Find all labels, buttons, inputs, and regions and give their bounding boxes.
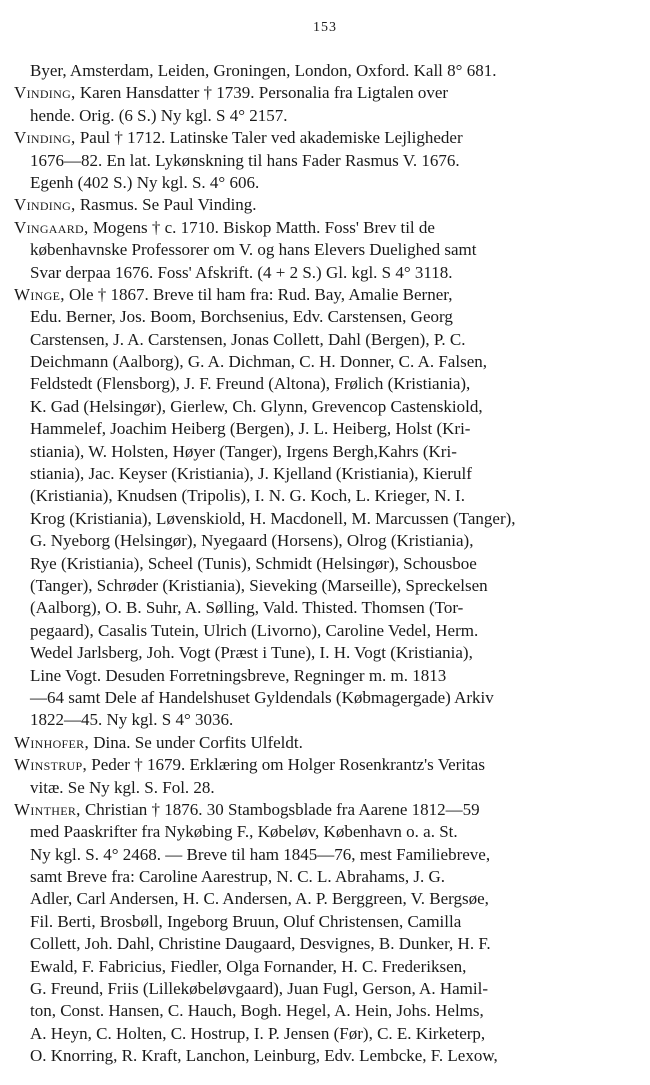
line-text: (Aalborg), O. B. Suhr, A. Sølling, Vald. Thisted. Thomsen (Tor- <box>30 598 464 618</box>
entry-name: Winstrup, <box>14 755 88 775</box>
line-text: A. Heyn, C. Holten, C. Hostrup, I. P. Jensen (Før), C. E. Kirketerp, <box>30 1023 486 1043</box>
line-text: Dina. Se under Corfits Ulfeldt. <box>89 732 303 752</box>
line-text: Wedel Jarlsberg, Joh. Vogt (Præst i Tune), I. H. Vogt (Kristiania), <box>30 643 473 663</box>
register-text <box>14 60 614 1068</box>
line-text: Line Vogt. Desuden Forretningsbreve, Regninger m. m. 1813 <box>30 665 447 685</box>
line-text: Feldstedt (Flensborg), J. F. Freund (Altona), Frølich (Kristiania), <box>30 374 471 394</box>
text-line <box>14 933 614 955</box>
text-line <box>14 665 614 687</box>
line-text: Fil. Berti, Brosbøll, Ingeborg Bruun, Oluf Christensen, Camilla <box>30 911 462 931</box>
text-line <box>14 351 614 373</box>
text-line <box>14 60 614 82</box>
text-line <box>14 1023 614 1045</box>
line-text: Egenh (402 S.) Ny kgl. S. 4° 606. <box>30 172 260 192</box>
text-line <box>14 508 614 530</box>
line-text: Ewald, F. Fabricius, Fiedler, Olga Fornander, H. C. Frederiksen, <box>30 956 467 976</box>
text-line <box>14 373 614 395</box>
entry-heading-line <box>14 82 614 104</box>
text-line <box>14 329 614 351</box>
line-text: Svar derpaa 1676. Foss' Afskrift. (4 + 2 S.) Gl. kgl. S 4° 3118. <box>30 262 453 282</box>
entry-heading-line <box>14 217 614 239</box>
line-text: Collett, Joh. Dahl, Christine Daugaard, Desvignes, B. Dunker, H. F. <box>30 934 491 954</box>
entry-heading-line <box>14 732 614 754</box>
line-text: Ole † 1867. Breve til ham fra: Rud. Bay, Amalie Berner, <box>64 284 453 304</box>
text-line <box>14 418 614 440</box>
entry-heading-line <box>14 127 614 149</box>
page-number: 153 <box>313 20 337 35</box>
text-line <box>14 709 614 731</box>
line-text: (Tanger), Schrøder (Kristiania), Sieveking (Marseille), Spreckelsen <box>30 575 488 595</box>
text-line <box>14 172 614 194</box>
text-line <box>14 978 614 1000</box>
entry-name: Vinding, <box>14 128 76 148</box>
line-text: G. Freund, Friis (Lillekøbeløvgaard), Juan Fugl, Gerson, A. Hamil- <box>30 979 488 999</box>
line-text: Ny kgl. S. 4° 2468. — Breve til ham 1845—76, mest Familiebreve, <box>30 844 491 864</box>
line-text: pegaard), Casalis Tutein, Ulrich (Livorno), Caroline Vedel, Herm. <box>30 620 479 640</box>
line-text: Mogens † c. 1710. Biskop Matth. Foss' Brev til de <box>88 217 435 237</box>
text-line <box>14 530 614 552</box>
line-text: ton, Const. Hansen, C. Hauch, Bogh. Hegel, A. Hein, Johs. Helms, <box>30 1001 484 1021</box>
entry-heading-line <box>14 194 614 216</box>
text-line <box>14 575 614 597</box>
line-text: Rye (Kristiania), Scheel (Tunis), Schmidt (Helsingør), Schousboe <box>30 553 477 573</box>
line-text: (Kristiania), Knudsen (Tripolis), I. N. G. Koch, L. Krieger, N. I. <box>30 486 465 506</box>
line-text: københavnske Professorer om V. og hans Elevers Duelighed samt <box>30 240 477 260</box>
line-text: Hammelef, Joachim Heiberg (Bergen), J. L. Heiberg, Holst (Kri- <box>30 419 471 439</box>
entry-heading-line <box>14 799 614 821</box>
entry-heading-line <box>14 754 614 776</box>
line-text: samt Breve fra: Caroline Aarestrup, N. C. L. Abrahams, J. G. <box>30 867 445 887</box>
text-line <box>14 262 614 284</box>
text-line <box>14 642 614 664</box>
line-text: G. Nyeborg (Helsingør), Nyegaard (Horsens), Olrog (Kristiania), <box>30 531 474 551</box>
line-text: O. Knorring, R. Kraft, Lanchon, Leinburg, Edv. Lembcke, F. Lexow, <box>30 1046 498 1066</box>
text-line <box>14 463 614 485</box>
text-line <box>14 239 614 261</box>
line-text: 1822—45. Ny kgl. S 4° 3036. <box>30 710 234 730</box>
text-line <box>14 620 614 642</box>
line-text: vitæ. Se Ny kgl. S. Fol. 28. <box>30 777 215 797</box>
entry-name: Vinding, <box>14 195 76 215</box>
entry-name: Vingaard, <box>14 217 89 237</box>
line-text: stiania), W. Holsten, Høyer (Tanger), Irgens Bergh,Kahrs (Kri- <box>30 441 457 461</box>
text-line <box>14 821 614 843</box>
text-line <box>14 911 614 933</box>
entry-name: Vinding, <box>14 83 76 103</box>
line-text: Adler, Carl Andersen, H. C. Andersen, A. P. Berggreen, V. Bergsøe, <box>30 889 489 909</box>
text-line <box>14 306 614 328</box>
entry-name: Winhofer, <box>14 732 89 752</box>
text-line <box>14 105 614 127</box>
entry-name: Winge, <box>14 284 65 304</box>
line-text: Karen Hansdatter † 1739. Personalia fra Ligtalen over <box>75 83 449 103</box>
line-text: Byer, Amsterdam, Leiden, Groningen, London, Oxford. Kall 8° 681. <box>30 61 497 80</box>
line-text: Paul † 1712. Latinske Taler ved akademiske Lejligheder <box>75 128 463 148</box>
line-text: stiania), Jac. Keyser (Kristiania), J. Kjelland (Kristiania), Kierulf <box>30 464 472 484</box>
text-line <box>14 597 614 619</box>
entry-heading-line <box>14 284 614 306</box>
text-line <box>14 485 614 507</box>
text-line <box>14 150 614 172</box>
entry-name: Winther, <box>14 799 81 819</box>
line-text: med Paaskrifter fra Nykøbing F., Købeløv, København o. a. St. <box>30 822 458 842</box>
text-line <box>14 1045 614 1067</box>
line-text: —64 samt Dele af Handelshuset Gyldendals (Købmagergade) Arkiv <box>30 687 494 707</box>
line-text: Peder † 1679. Erklæring om Holger Rosenkrantz's Veritas <box>87 755 485 775</box>
text-line <box>14 687 614 709</box>
line-text: Rasmus. Se Paul Vinding. <box>75 195 257 215</box>
line-text: Christian † 1876. 30 Stambogsblade fra Aarene 1812—59 <box>80 799 480 819</box>
text-line <box>14 553 614 575</box>
text-line <box>14 844 614 866</box>
text-line <box>14 1000 614 1022</box>
line-text: Carstensen, J. A. Carstensen, Jonas Collett, Dahl (Bergen), P. C. <box>30 329 466 349</box>
line-text: 1676—82. En lat. Lykønskning til hans Fader Rasmus V. 1676. <box>30 150 460 170</box>
text-line <box>14 777 614 799</box>
line-text: K. Gad (Helsingør), Gierlew, Ch. Glynn, Grevencop Castenskiold, <box>30 396 483 416</box>
text-line <box>14 956 614 978</box>
line-text: Deichmann (Aalborg), G. A. Dichman, C. H. Donner, C. A. Falsen, <box>30 352 487 372</box>
line-text: hende. Orig. (6 S.) Ny kgl. S 4° 2157. <box>30 105 288 125</box>
text-line <box>14 866 614 888</box>
line-text: Edu. Berner, Jos. Boom, Borchsenius, Edv. Carstensen, Georg <box>30 307 453 327</box>
line-text: Krog (Kristiania), Løvenskiold, H. Macdonell, M. Marcussen (Tanger), <box>30 508 516 528</box>
text-line <box>14 441 614 463</box>
text-line <box>14 888 614 910</box>
text-line <box>14 396 614 418</box>
